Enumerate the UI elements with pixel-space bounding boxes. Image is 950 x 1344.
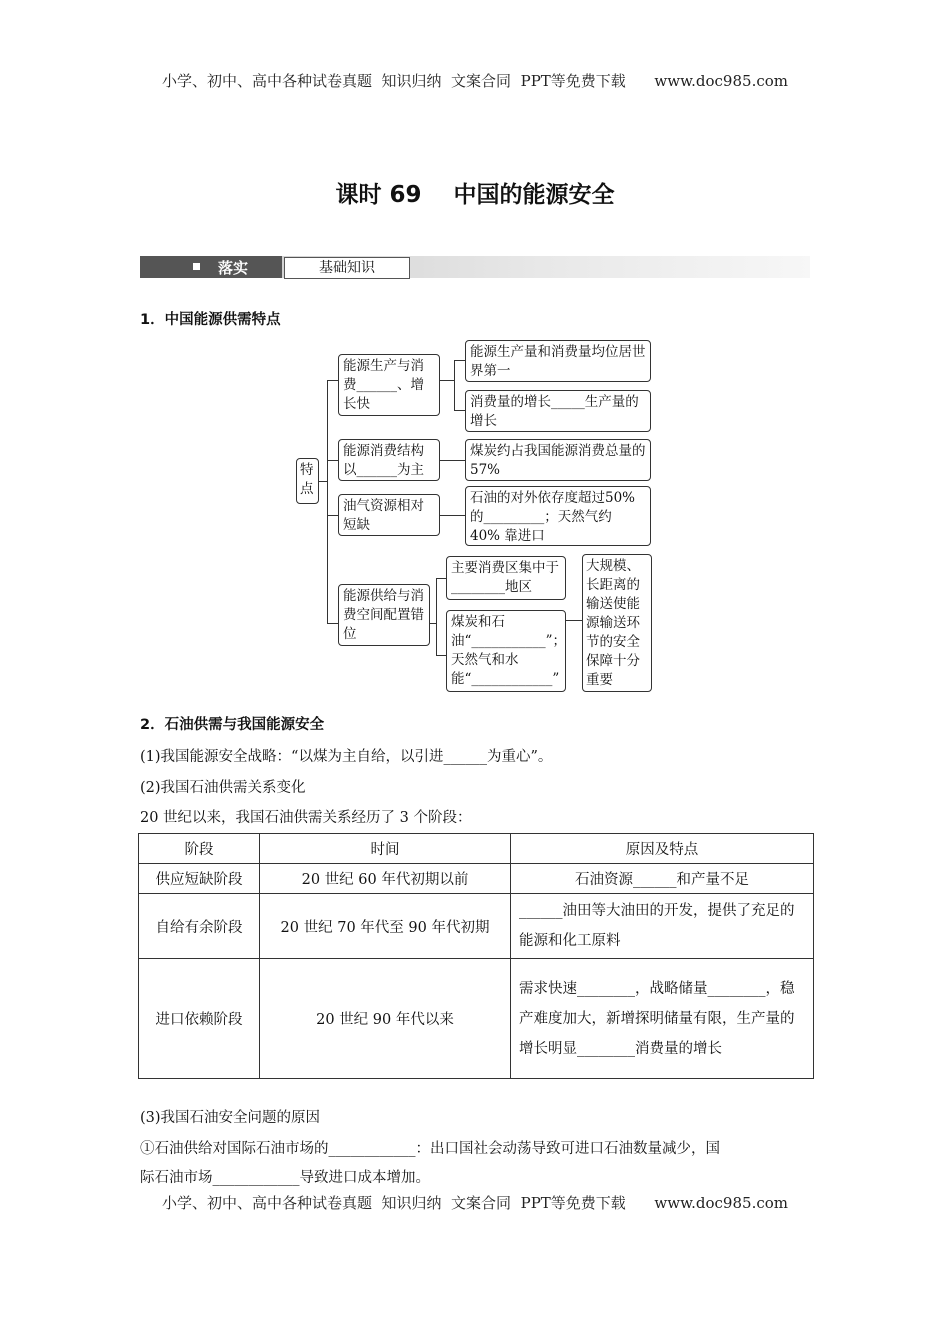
paragraph-stages: 20 世纪以来，我国石油供需关系经历了 3 个阶段： <box>140 810 472 826</box>
mindmap-leaf-1b: 消费量的增长_____生产量的增长 <box>465 390 651 432</box>
connector <box>436 655 446 656</box>
connector <box>436 578 446 579</box>
mindmap-root: 特点 <box>296 458 319 504</box>
table-cell: 进口依赖阶段 <box>139 959 260 1079</box>
mindmap-branch-1: 能源生产与消费______、增长快 <box>338 354 440 416</box>
table-cell: 需求快速________，战略储量________，稳产难度加大，新增探明储量有限，生产量的增长明显________消费量的增长 <box>511 959 814 1079</box>
table-row <box>139 959 814 1079</box>
table-cell: 供应短缺阶段 <box>139 864 260 894</box>
mindmap-leaf-4a: 主要消费区集中于________地区 <box>446 556 566 600</box>
table-row <box>139 864 814 894</box>
connector <box>436 578 437 655</box>
section1-heading: 1．中国能源供需特点 <box>140 312 281 328</box>
table-cell: 20 世纪 60 年代初期以前 <box>260 864 511 894</box>
connector <box>454 360 465 361</box>
connector <box>440 460 465 461</box>
mindmap-branch-4: 能源供给与消费空间配置错位 <box>338 584 430 646</box>
banner-dark-block <box>140 256 282 278</box>
paragraph-change: (2)我国石油供需关系变化 <box>140 780 306 796</box>
paragraph-reason-line2: 际石油市场____________导致进口成本增加。 <box>140 1170 430 1186</box>
page-title: 课时 69 中国的能源安全 <box>335 182 615 208</box>
connector <box>440 515 465 516</box>
connector <box>440 380 454 381</box>
mindmap-leaf-2a: 煤炭约占我国能源消费总量的 57% <box>465 439 651 481</box>
page-footer: 小学、初中、高中各种试卷真题 知识归纳 文案合同 PPT等免费下载 www.doc985.com <box>161 1194 788 1212</box>
mindmap-leaf-1a: 能源生产量和消费量均位居世界第一 <box>465 340 651 382</box>
section2-heading: 2．石油供需与我国能源安全 <box>140 717 325 733</box>
table-header-row <box>139 834 814 864</box>
table-cell: 20 世纪 90 年代以来 <box>260 959 511 1079</box>
section3-heading: (3)我国石油安全问题的原因 <box>140 1110 321 1126</box>
table-header-cell: 原因及特点 <box>511 834 814 864</box>
banner-label-left: 落实 <box>218 259 249 277</box>
connector <box>327 380 328 623</box>
table-cell: 石油资源______和产量不足 <box>511 864 814 894</box>
connector <box>327 515 338 516</box>
mindmap-leaf-3a: 石油的对外依存度超过50%的_________；天然气约 40% 靠进口 <box>465 486 651 546</box>
table-cell: 自给有余阶段 <box>139 894 260 959</box>
banner-label-right: 基础知识 <box>284 257 410 279</box>
paragraph-strategy: (1)我国能源安全战略：“以煤为主自给，以引进______为重心”。 <box>140 749 553 765</box>
mindmap-leaf-4b: 煤炭和石油“___________”；天然气和水能“____________” <box>446 610 566 692</box>
mindmap-branch-3: 油气资源相对短缺 <box>338 494 440 536</box>
banner-square-icon <box>193 263 200 270</box>
mindmap-branch-2: 能源消费结构以______为主 <box>338 439 440 481</box>
connector <box>454 410 465 411</box>
mindmap-leaf-4c: 大规模、长距离的输送使能源输送环节的安全保障十分重要 <box>582 554 652 692</box>
table-header-cell: 时间 <box>260 834 511 864</box>
connector <box>327 623 338 624</box>
connector <box>327 460 338 461</box>
table-header-cell: 阶段 <box>139 834 260 864</box>
connector <box>566 620 582 621</box>
page-header: 小学、初中、高中各种试卷真题 知识归纳 文案合同 PPT等免费下载 www.doc985.com <box>161 72 788 90</box>
connector <box>454 360 455 410</box>
table-row <box>139 894 814 959</box>
paragraph-reason-line1: ①石油供给对国际石油市场的____________：出口国社会动荡导致可进口石油数量减少，国 <box>140 1141 720 1157</box>
table-cell: 20 世纪 70 年代至 90 年代初期 <box>260 894 511 959</box>
stages-table <box>138 833 814 1079</box>
table-cell: ______油田等大油田的开发，提供了充足的能源和化工原料 <box>511 894 814 959</box>
connector <box>327 380 338 381</box>
